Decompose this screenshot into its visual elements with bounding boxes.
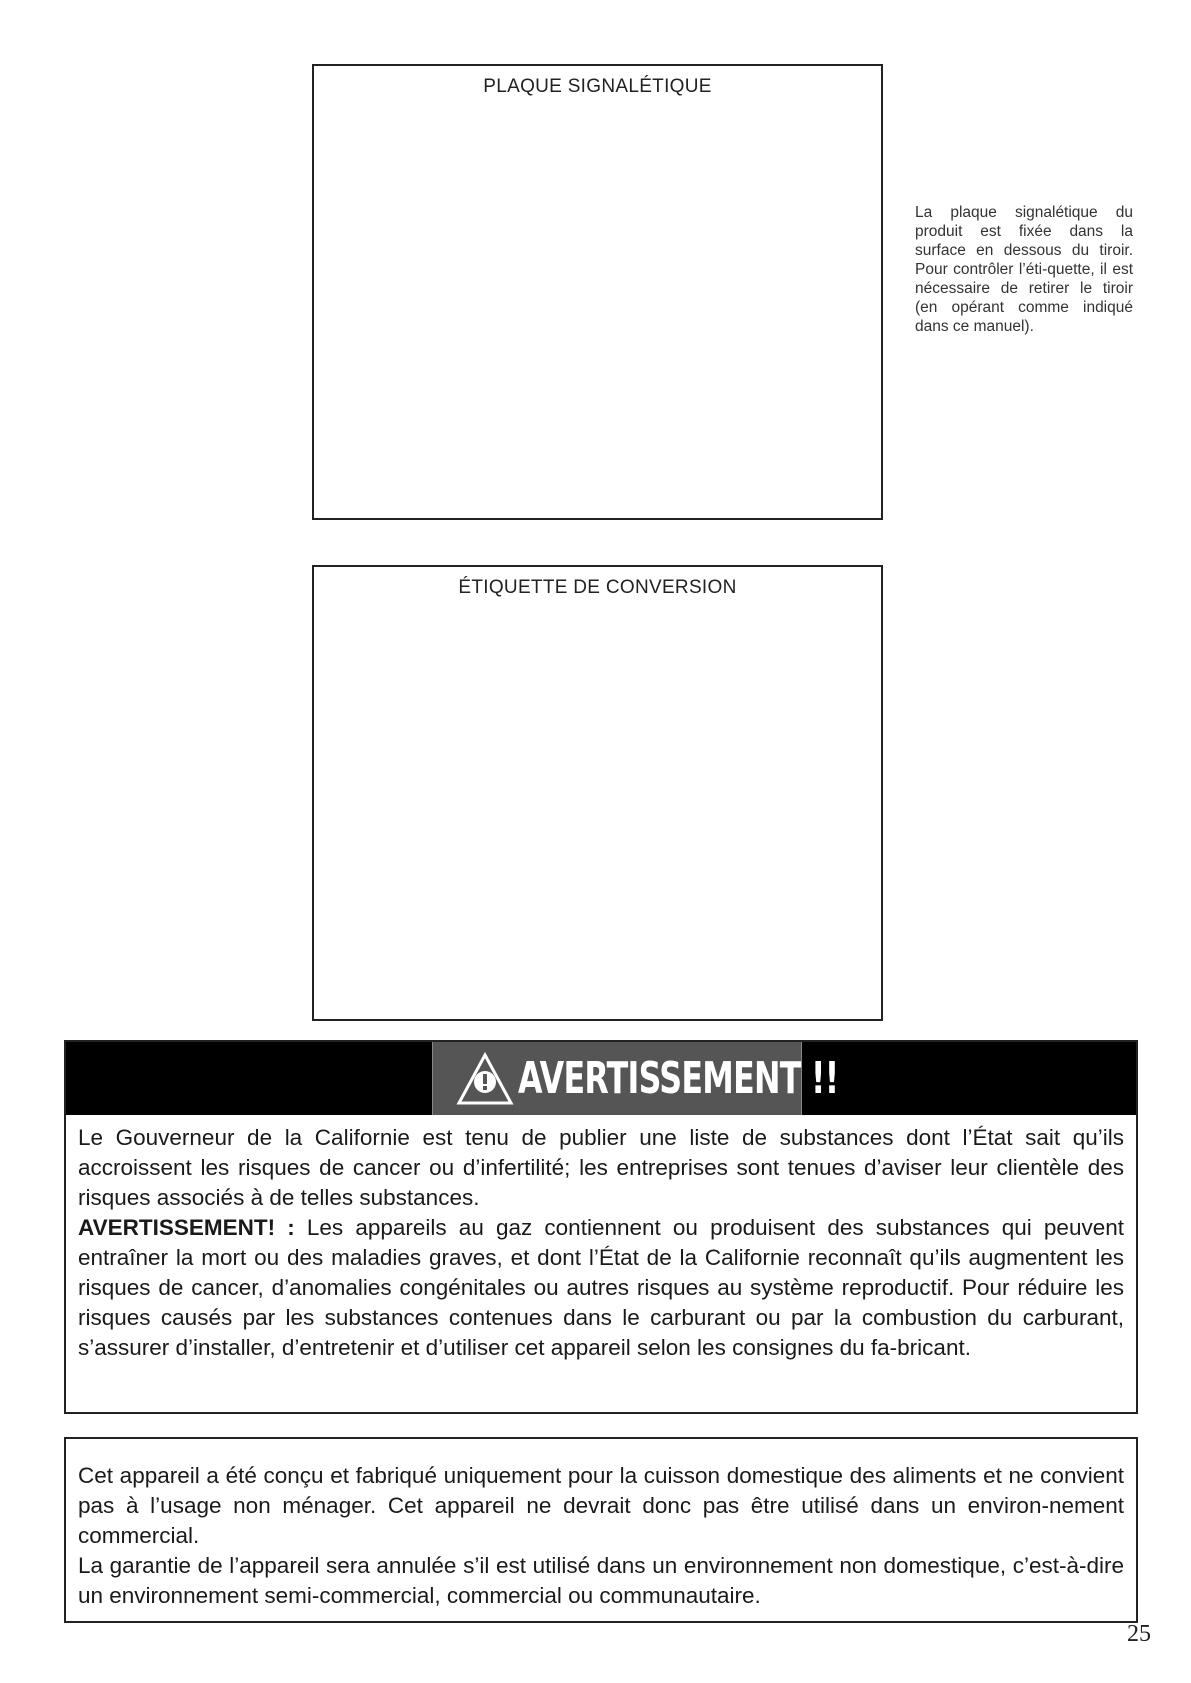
- warning-lead: AVERTISSEMENT! :: [78, 1215, 295, 1240]
- page-number: 25: [1127, 1621, 1151, 1647]
- warning-paragraph-2-text: Les appareils au gaz contiennent ou produisent des substances qui peuvent entraîner la mort ou des maladies graves, et dont l’État de la Californie reconnaît qu’ils augmentent les risques de cancer, d’anomalies congénitales ou autres risques au système reproductif. Pour réduire les risques causés par les substances contenues dans le carburant ou par la combustion du carburant, s’assurer d’installer, d’entretenir et d’utiliser cet appareil selon les consignes du fa-bricant.: [78, 1215, 1124, 1360]
- warning-body: [66, 1115, 1136, 1363]
- warning-box: [64, 1040, 1138, 1414]
- warning-paragraph-1: Le Gouverneur de la Californie est tenu de publier une liste de substances dont l’État sait qu’ils accroissent les risques de cancer ou d’infertilité; les entreprises sont tenues d’aviser leur clientèle des risques associés à de telles substances.: [78, 1125, 1124, 1210]
- warning-triangle-icon: [456, 1052, 514, 1106]
- rating-plate-box: [312, 64, 883, 520]
- conversion-label-title: ÉTIQUETTE DE CONVERSION: [458, 577, 737, 598]
- warning-banner: [66, 1042, 1136, 1115]
- conversion-label-box: [312, 565, 883, 1021]
- warning-paragraph-2: [78, 1213, 1124, 1363]
- domestic-use-notice: [64, 1437, 1138, 1623]
- rating-plate-note: La plaque signalétique du produit est fixée dans la surface en dessous du tiroir. Pour contrôler l’éti-quette, il est nécessaire de retirer le tiroir (en opérant comme indiqué dans ce manuel).: [915, 204, 1133, 335]
- notice-paragraph-2: La garantie de l’appareil sera annulée s’il est utilisé dans un environnement non domestique, c’est-à-dire un environnement semi-commercial, commercial ou communautaire.: [78, 1553, 1124, 1608]
- warning-badge: [432, 1042, 839, 1115]
- warning-title: AVERTISSEMENT !!: [518, 1053, 839, 1104]
- notice-paragraph-1: Cet appareil a été conçu et fabriqué uniquement pour la cuisson domestique des aliments et ne convient pas à l’usage non ménager. Cet appareil ne devrait donc pas être utilisé dans un environ-nement commercial.: [78, 1463, 1124, 1548]
- rating-plate-title: PLAQUE SIGNALÉTIQUE: [483, 76, 712, 97]
